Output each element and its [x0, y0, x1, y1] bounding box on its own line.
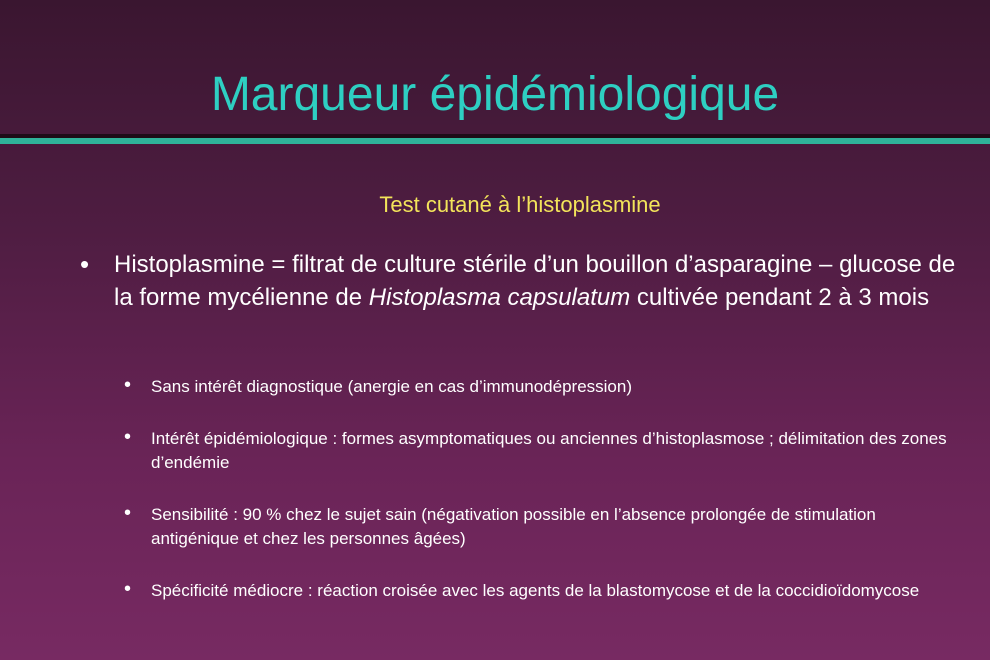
main-bullet-text — [114, 248, 970, 314]
main-bullet — [80, 248, 970, 314]
sub-bullet — [124, 579, 954, 603]
slide-subtitle: Test cutané à l’histoplasmine — [379, 192, 661, 217]
main-bullet-text-end: cultivée pendant 2 à 3 mois — [630, 284, 930, 311]
sub-bullet — [124, 375, 954, 399]
sub-bullet — [124, 427, 954, 475]
sub-bullet-text: Intérêt épidémiologique : formes asymptomatiques ou anciennes d’histoplasmose ; délimitation des zones d’endémie — [151, 429, 947, 472]
main-bullet-text-start: Histoplasmine = filtrat de culture stérile d’un bouillon d’asparagine – glucose de la forme mycélienne de — [114, 251, 956, 311]
bullet-icon: • — [124, 502, 132, 524]
organism-name: Histoplasma capsulatum — [368, 284, 631, 311]
bullet-icon: • — [124, 426, 132, 448]
sub-bullet-text: Sensibilité : 90 % chez le sujet sain (négativation possible en l’absence prolongée de stimulation antigénique et chez les personnes âgées) — [151, 505, 876, 548]
title-rule — [0, 138, 990, 144]
sub-bullet-text: Spécificité médiocre : réaction croisée avec les agents de la blastomycose et de la coccidioïdomycose — [151, 581, 920, 600]
slide-title: Marqueur épidémiologique — [210, 68, 780, 121]
sub-bullet-text: Sans intérêt diagnostique (anergie en cas d’immunodépression) — [151, 377, 633, 396]
bullet-icon: • — [80, 249, 90, 279]
bullet-icon: • — [124, 578, 132, 600]
sub-bullet — [124, 503, 954, 551]
bullet-icon: • — [124, 374, 132, 396]
